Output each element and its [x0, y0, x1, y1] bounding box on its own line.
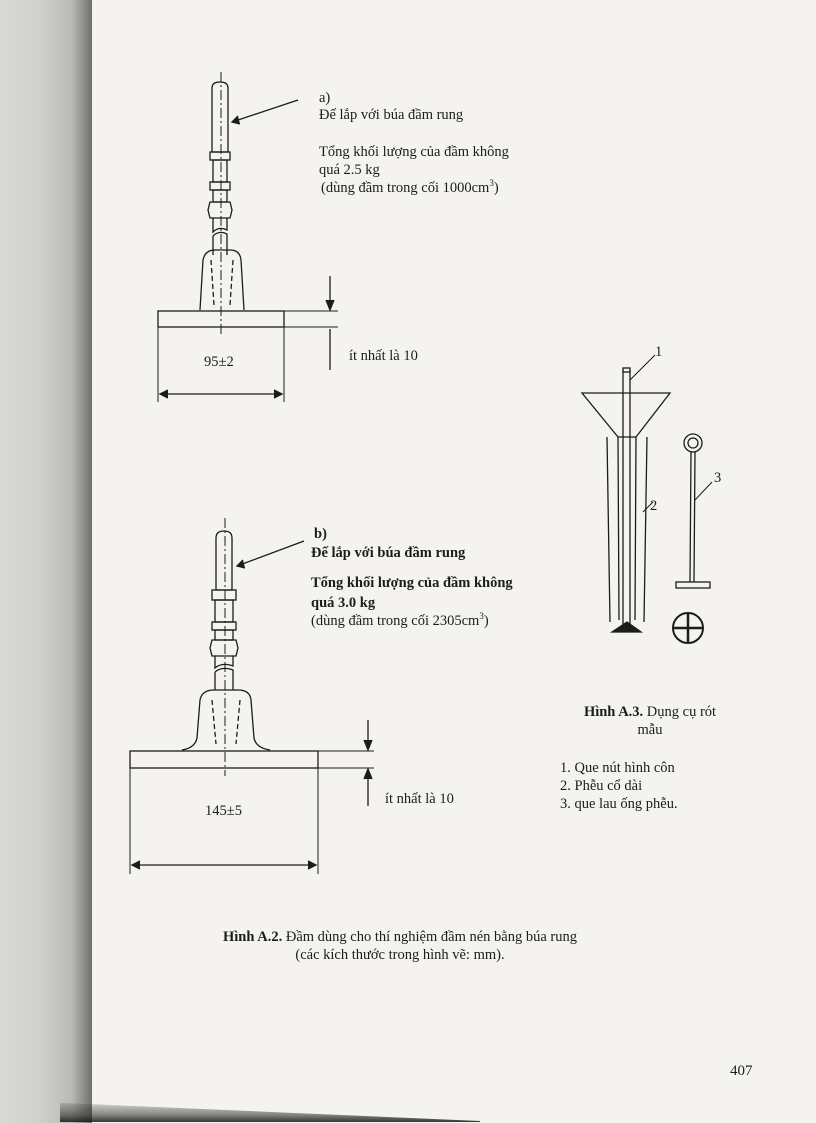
figure-a3-caption: [560, 703, 740, 721]
funnel-apparatus-drawing: [582, 355, 712, 643]
part-b-mass-line3-sup: 3: [479, 611, 484, 622]
legend-item-1: 1. Que nút hình côn: [560, 760, 675, 776]
figure-a3-caption-label: Hình A.3.: [583, 704, 644, 720]
part-b-thickness-note: ít nhất là 10: [385, 791, 454, 807]
part-a-mass-line3-post: ): [493, 180, 499, 196]
part-a-mass-line1: Tổng khối lượng của đầm không: [319, 144, 509, 160]
figure-a2-caption: [160, 928, 640, 946]
part-a-mass-line3-sup: 3: [489, 178, 494, 189]
part-a-fit-note: Đế lắp với búa đầm rung: [319, 107, 464, 123]
part-b-width-dimension: 145±5: [205, 803, 242, 819]
part-b-mass-line3: [311, 612, 489, 630]
part-a-label: a): [319, 90, 331, 106]
part-b-label: b): [314, 526, 327, 542]
figure-a3-caption-line2: mẫu: [637, 722, 663, 738]
figure-a2-caption-line2: (các kích thước trong hình vẽ: mm).: [295, 947, 505, 963]
callout-1: 1: [655, 344, 663, 360]
figure-a2-caption-text: Đầm dùng cho thí nghiệm đầm nén bằng búa rung: [285, 929, 577, 945]
part-b-mass-line3-post: ): [483, 613, 489, 629]
page-number: 407: [730, 1063, 753, 1079]
legend-item-3: 3. que lau ống phễu.: [560, 796, 678, 812]
rammer-b-drawing: [130, 518, 374, 874]
part-a-mass-line3: [321, 179, 499, 197]
rammer-a-drawing: [158, 72, 338, 402]
figure-a3-caption-text: Dụng cụ rót: [646, 704, 717, 720]
legend-item-2: 2. Phễu cổ dài: [560, 778, 643, 794]
callout-2: 2: [650, 498, 658, 514]
part-b-mass-line2: quá 3.0 kg: [311, 595, 376, 611]
part-a-mass-line2: quá 2.5 kg: [319, 162, 380, 178]
callout-3: 3: [714, 470, 722, 486]
figure-a2-caption-label: Hình A.2.: [222, 929, 283, 945]
part-a-thickness-note: ít nhất là 10: [349, 348, 418, 364]
part-a-width-dimension: 95±2: [204, 354, 234, 370]
part-a-mass-line3-pre: (dùng đầm trong cối 1000cm: [321, 180, 490, 196]
part-b-mass-line3-pre: (dùng đầm trong cối 2305cm: [311, 613, 480, 629]
part-b-mass-line1: Tổng khối lượng của đầm không: [311, 575, 513, 591]
part-b-fit-note: Đế lắp với búa đầm rung: [311, 545, 466, 561]
